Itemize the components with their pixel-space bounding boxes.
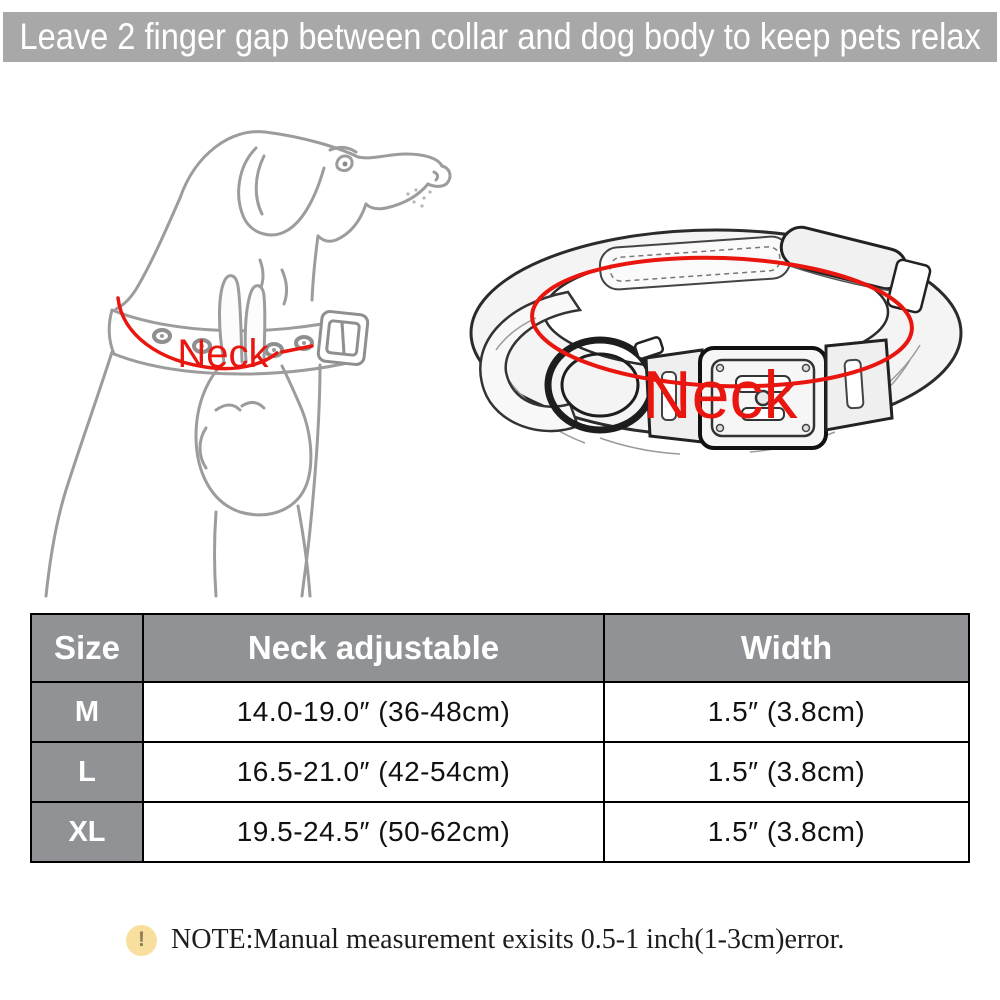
table-row-xl-size: XL <box>32 803 142 861</box>
table-row-xl-width: 1.5″ (3.8cm) <box>605 803 968 861</box>
table-row-m-width: 1.5″ (3.8cm) <box>605 683 968 741</box>
measurement-note-text: NOTE:Manual measurement exisits 0.5-1 inch(1-3cm)error. <box>171 924 845 955</box>
table-row-m-size: M <box>32 683 142 741</box>
tactical-collar-sketch <box>450 200 980 480</box>
table-row-l-neck: 16.5-21.0″ (42-54cm) <box>144 743 603 801</box>
table-row-l-width: 1.5″ (3.8cm) <box>605 743 968 801</box>
exclamation-icon: ! <box>126 925 157 956</box>
measurement-note <box>126 919 844 961</box>
table-row-m-neck: 14.0-19.0″ (36-48cm) <box>144 683 603 741</box>
size-table <box>30 613 970 863</box>
sketch-buckle <box>318 311 369 366</box>
instruction-banner <box>3 12 997 62</box>
hand-two-fingers-sketch <box>196 276 311 596</box>
size-table-header-neck: Neck adjustable <box>144 615 603 681</box>
dog-neck-label: Neck <box>177 332 269 376</box>
instruction-banner-text: Leave 2 finger gap between collar and dog body to keep pets relax <box>19 16 981 57</box>
table-row-l-size: L <box>32 743 142 801</box>
collar-neck-label: Neck <box>642 357 798 433</box>
table-row-xl-neck: 19.5-24.5″ (50-62cm) <box>144 803 603 861</box>
dog-collar-fit-sketch <box>20 110 480 600</box>
size-table-header-width: Width <box>605 615 968 681</box>
size-table-header-size: Size <box>32 615 142 681</box>
